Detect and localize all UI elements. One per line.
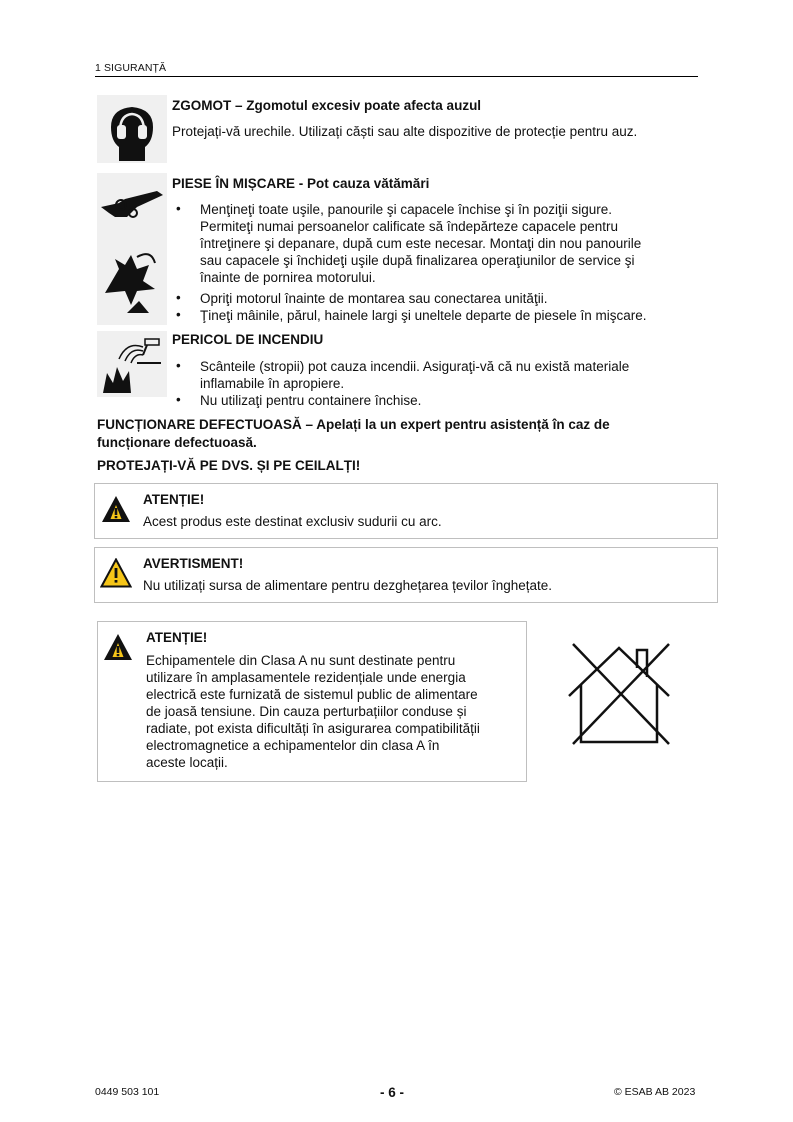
- caution-triangle-icon: [101, 495, 131, 523]
- caution-triangle-icon: [103, 633, 133, 661]
- protect-notice: PROTEJAȚI-VĂ PE DVS. ȘI PE CEILALȚI!: [97, 458, 361, 473]
- bullet-marker: •: [176, 201, 181, 216]
- warning-triangle-icon: [100, 558, 132, 588]
- bullet-marker: •: [176, 392, 181, 407]
- hearing-protection-icon: [97, 95, 167, 163]
- document-number: 0449 503 101: [95, 1086, 160, 1098]
- fire-bullet-1: Scânteile (stropii) pot cauza incendii. Asiguraţi-vă că nu există materiale inflamabile în apropiere.: [200, 359, 630, 391]
- moving-parts-bullet-2: Opriţi motorul înainte de montarea sau conectarea unităţii.: [200, 291, 548, 306]
- bullet-marker: •: [176, 290, 181, 305]
- warning-title: AVERTISMENT!: [143, 556, 244, 571]
- fire-bullet-2: Nu utilizaţi pentru containere închise.: [200, 393, 422, 408]
- warning-box-pipe-thawing: [94, 547, 718, 603]
- page-number: - 6 -: [380, 1085, 405, 1100]
- malfunction-notice: FUNCȚIONARE DEFECTUOASĂ – Apelați la un expert pentru asistență în caz de funcționare defectuoasă.: [97, 417, 610, 450]
- fire-title: PERICOL DE INCENDIU: [172, 332, 324, 347]
- caution-title: ATENȚIE!: [146, 630, 208, 645]
- caution-title: ATENȚIE!: [143, 492, 205, 507]
- moving-parts-bullet-3: Ţineţi mâinile, părul, hainele largi şi uneltele departe de piesele în mişcare.: [200, 308, 647, 323]
- noise-text: Protejați-vă urechile. Utilizați căști sau alte dispozitive de protecție pentru auz.: [172, 124, 638, 139]
- bullet-marker: •: [176, 307, 181, 322]
- caution-text: Acest produs este destinat exclusiv sudurii cu arc.: [143, 514, 442, 529]
- caution-box-class-a: [97, 621, 527, 782]
- moving-parts-bullet-1: Menţineţi toate uşile, panourile şi capacele închise şi în poziţii sigure. Permiteţi numai persoanelor calificate să îndepărteze capacele pentru întreţinere şi depanare, după cum este necesar. Montaţi din nou panourile sau capacele şi închideţi uşile după finalizarea operaţiunilor de service şi înainte de pornirea motorului.: [200, 202, 642, 285]
- header-divider: [95, 76, 698, 77]
- moving-parts-title: PIESE ÎN MIȘCARE - Pot cauza vătămări: [172, 176, 430, 191]
- moving-parts-icon: [97, 173, 167, 325]
- warning-text: Nu utilizați sursa de alimentare pentru dezghețarea țevilor înghețate.: [143, 578, 552, 593]
- caution-text: Echipamentele din Clasa A nu sunt destinate pentru utilizare în amplasamentele rezidențiale unde energia electrică este furnizată de sistemul public de alimentare de joasă tensiune. Din cauza perturbațiilor conduse și radiate, pot exista dificultăți în asigurarea compatibilității electromagnetice a echipamentelor din clasa A în aceste locații.: [146, 653, 480, 770]
- copyright: © ESAB AB 2023: [614, 1086, 696, 1098]
- no-residential-use-icon: [565, 640, 673, 746]
- noise-title: ZGOMOT – Zgomotul excesiv poate afecta auzul: [172, 98, 482, 113]
- bullet-marker: •: [176, 358, 181, 373]
- section-header: 1 SIGURANȚĂ: [95, 62, 167, 74]
- caution-box-arc-welding: [94, 483, 718, 539]
- fire-hazard-icon: [97, 331, 167, 397]
